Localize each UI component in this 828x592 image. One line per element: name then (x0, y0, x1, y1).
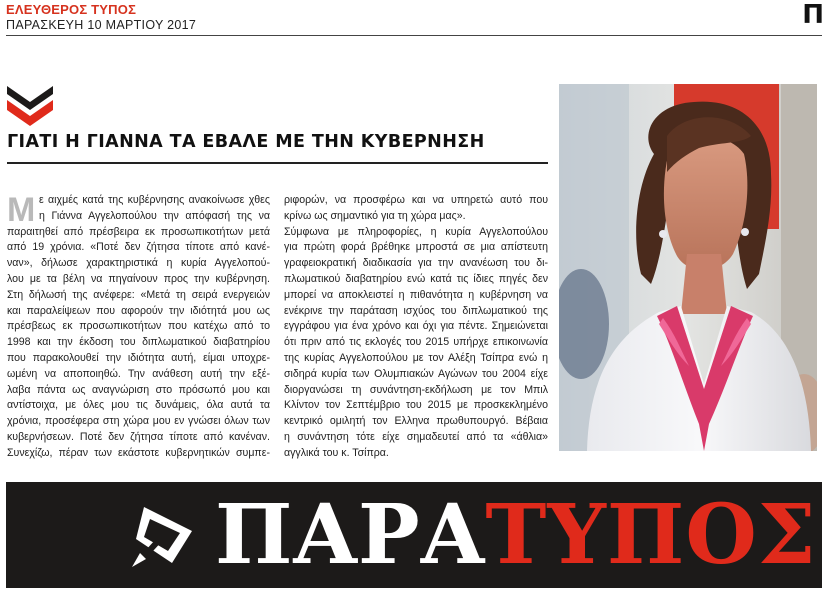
text-line: πλωματικού διαβατηρίου ενώ κατά τις ίδιες πηγές δεν (284, 272, 548, 285)
text-line: της κυρίας Αγγελοπούλου με τον Αλέξη Τσίπρα ενώ η (284, 351, 548, 364)
text-line: και παραλείψεων που αφορούν την ιδιότητά μου ως (7, 304, 270, 317)
paper-name: ΕΛΕΥΘΕΡΟΣ ΤΥΠΟΣ (6, 2, 137, 17)
text-line: Συνεχίζω, πέραν των εκάστοτε κυβερνητικών συμπε- (7, 446, 270, 459)
text-line: μπορεί να αποκλειστεί η πιθανότητα η κυβέρνηση να (284, 288, 548, 301)
text-line: διοργανώσει τη συνάντηση-εκδήλωση με τον Μπιλ (284, 383, 548, 396)
banner-title-red: ΤΥΠΟΣ (485, 487, 817, 583)
text-line: ωμένη να αποποιηθώ. Την ανάθεση αυτή την εξέ- (7, 367, 270, 380)
header-rule (6, 35, 822, 36)
text-line: η Γιάννα Αγγελοπούλου την απόφασή της να (39, 209, 270, 222)
text-line: 1998 και την έκδοση του διπλωματικού διαβατηρίου (7, 336, 270, 349)
text-line: Στη δήλωσή της ανέφερε: «Μετά τη σειρά ενεργειών (7, 288, 270, 301)
text-line: εγγράφου για ένα χρόνο και όχι για πέντε. Σημειώνεται (284, 320, 548, 333)
text-line: λαβα πάντα ως αναγνώριση στο πρόσωπό μου και (7, 383, 270, 396)
text-line: γραφειοκρατική διαδικασία για την ανανέωση του δι- (284, 257, 548, 270)
article-column-2 (284, 193, 548, 462)
text-line: Κλίντον τον Σεπτέμβριο του 2015 με προσκεκλημένο (284, 399, 548, 412)
masthead (6, 3, 196, 33)
text-line: αγγλικά του κ. Τσίπρα. (284, 446, 389, 459)
text-line: ριφορών, να προσφέρω και να υπηρετώ αυτό που (284, 194, 548, 206)
text-line: ναν», δήλωσε χαρακτηριστικά η κυρία Αγγελοπού- (7, 257, 270, 270)
text-line: σιδηρά κυρία των Ολυμπιακών Αγώνων του 2004 είχε (284, 367, 548, 380)
text-line: πρέσβεως εκ προσωπικοτήτων που κατέχω από το (7, 320, 270, 333)
text-line: Σύμφωνα με πληροφορίες, η κυρία Αγγελοπούλου (284, 225, 548, 238)
paratypos-banner (6, 482, 822, 588)
text-line: λου με τα βέλη να πηγαίνουν προς την κυβέρνηση. (7, 272, 270, 285)
text-line: κυβερνήσεων. Ποτέ δεν ζήτησα τίποτε από κανέναν. (7, 430, 270, 443)
text-line: ενέκρινε την παράταση ισχύος του διπλωματικού της (284, 304, 548, 317)
pen-nib-logo-icon (130, 501, 198, 569)
chevron-section-icon (7, 86, 53, 126)
text-line: από 19 χρόνια. «Ποτέ δεν ζήτησα τίποτε από κανέ- (7, 241, 270, 254)
text-line: για πρώτη φορά βρέθηκε μπροστά σε μια απίστευτη (284, 241, 548, 254)
text-line: κεντρικό ομιλητή τον Ελληνα πρωθυπουργό. Βέβαια (284, 415, 548, 428)
text-line: αντίστοιχα, με όλες μου τις δυνάμεις, όλα αυτά τα (7, 399, 270, 412)
article-column-1 (7, 193, 270, 462)
article-headline: ΓΙΑΤΙ Η ΓΙΑΝΝΑ ΤΑ ΕΒΑΛΕ ΜΕ ΤΗΝ ΚΥΒΕΡΝΗΣΗ (7, 132, 485, 152)
text-line: που παρακολουθεί την ιδιότητα αυτή, είμαι υποχρε- (7, 351, 270, 364)
banner-title-white: ΠΑΡΑ (215, 487, 486, 583)
text-line: ε αιχμές κατά της κυβέρνησης ανακοίνωσε χθες (39, 194, 270, 206)
column-1-text (7, 193, 270, 462)
drop-cap: Μ (7, 191, 36, 229)
banner-title (215, 487, 817, 583)
issue-date: ΠΑΡΑΣΚΕΥΗ 10 ΜΑΡΤΙΟΥ 2017 (6, 18, 197, 32)
text-line: χρόνια, προσέφερα στη χώρα μου εν γνώσει όλων των (7, 415, 270, 428)
text-line: κρίνω ως σημαντικό για τη χώρα μας». (284, 209, 466, 222)
column-2-text (284, 193, 548, 462)
headline-rule (7, 162, 548, 164)
text-line: παραιτηθεί από πρέσβειρα εκ προσωπικοτήτων μετά (7, 225, 270, 238)
portrait-photo (559, 84, 817, 451)
page-letter: Π (802, 0, 824, 30)
text-line: η συνάντηση τότε είχε σημαδευτεί από τα «άθλια» (284, 430, 548, 443)
text-line: ότι πριν από τις εκλογές του 2015 υπήρχε επικοινωνία (284, 336, 548, 349)
